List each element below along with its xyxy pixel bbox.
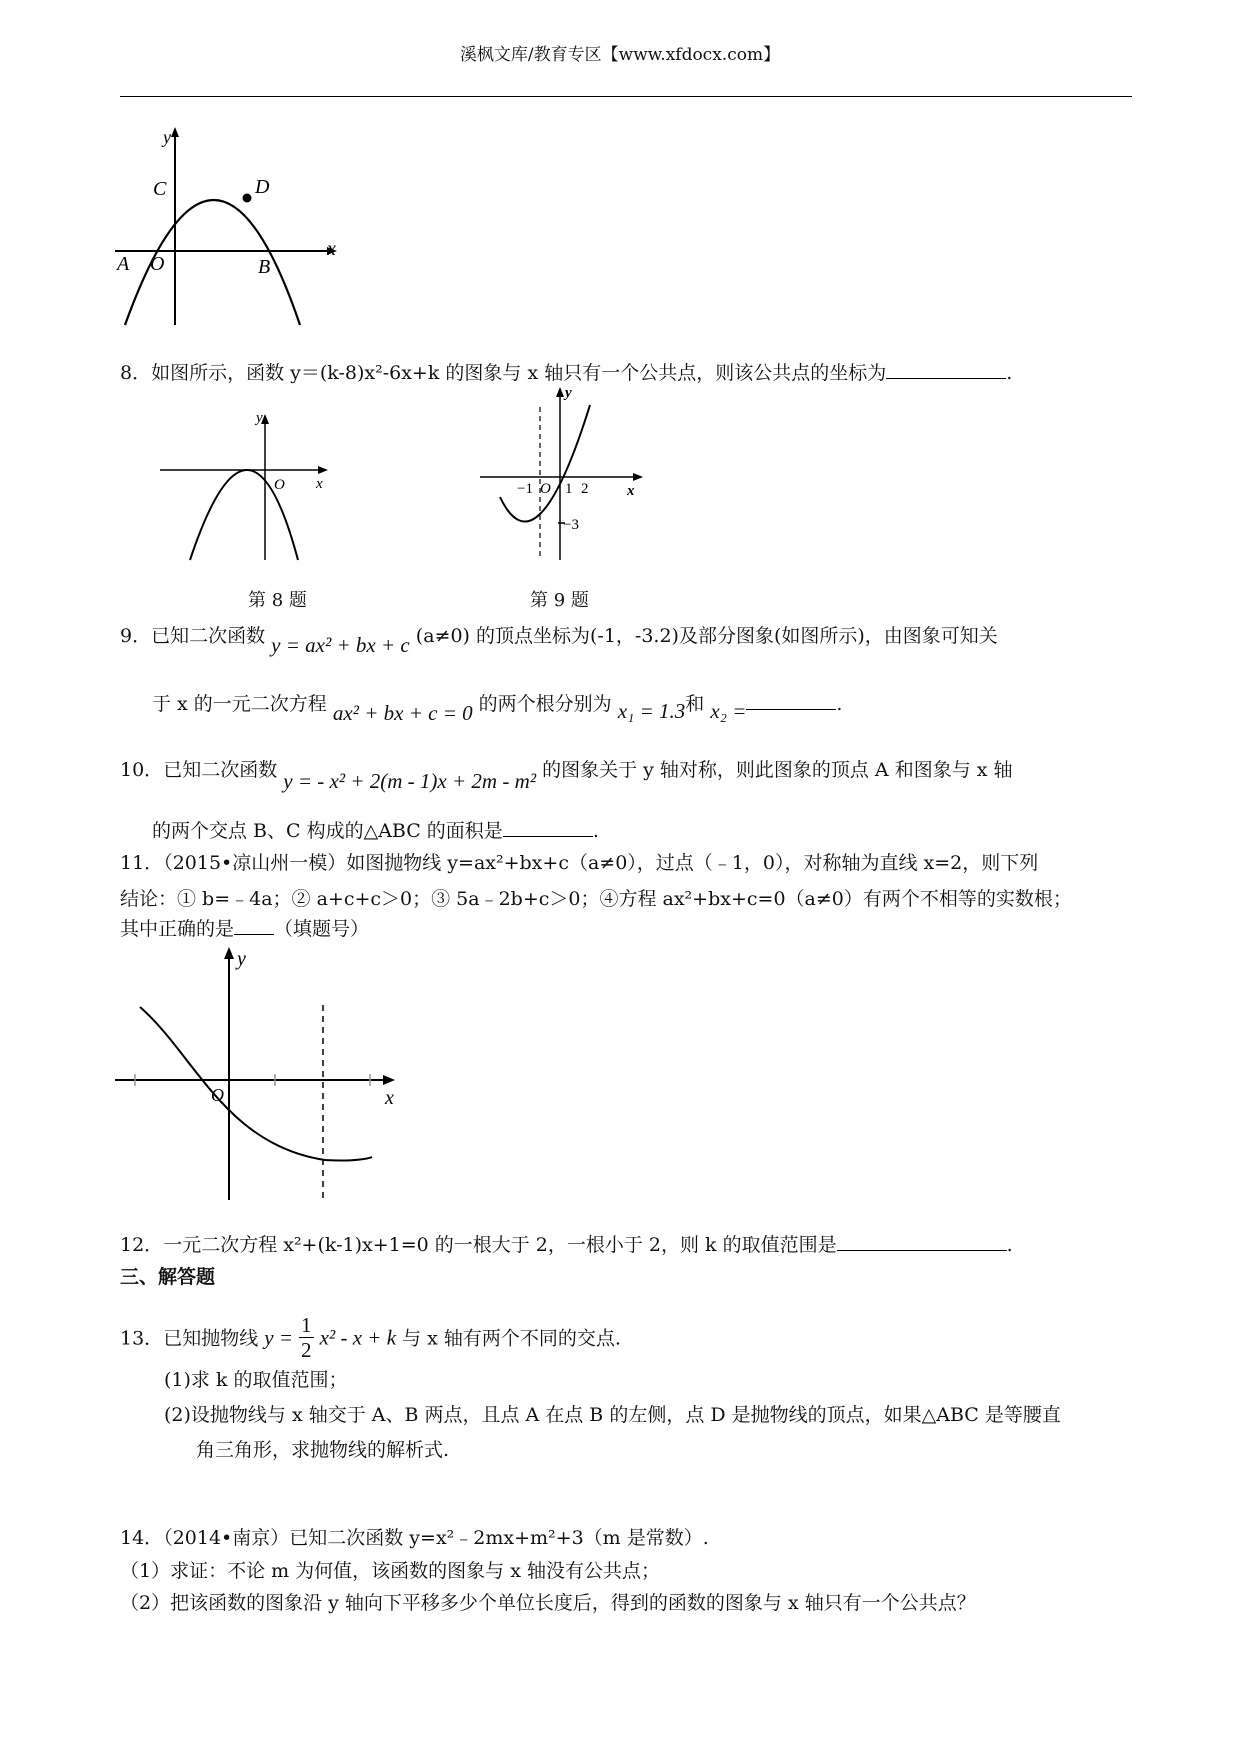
q13-tail: x² - x + k	[319, 1325, 397, 1350]
x-axis-arrow	[633, 473, 643, 481]
q10-text-b: 的图象关于 y 轴对称，则此图象的顶点 A 和图象与 x 轴	[542, 759, 1013, 781]
x-label: x	[385, 1087, 394, 1109]
x-label: x	[316, 476, 323, 492]
y-label: y	[163, 127, 171, 147]
q13-number: 13．	[120, 1327, 164, 1350]
q14-text: （2014•南京）已知二次函数 y=x²﹣2mx+m²+3（m 是常数）.	[163, 1527, 709, 1549]
question-9-line1	[120, 622, 998, 657]
q9-text-c: 于 x 的一元二次方程	[152, 693, 327, 715]
q11-text-a: （2015•凉山州一模）如图抛物线 y=ax²+bx+c（a≠0），过点（﹣1，0），对称轴为直线 x=2，则下列	[163, 852, 1039, 874]
question-10-line1	[120, 756, 1013, 793]
q8-number: 8．	[120, 362, 152, 384]
q10-end: .	[592, 820, 599, 842]
q9-text-b: (a≠0) 的顶点坐标为(-1，-3.2)及部分图象(如图所示)，由图象可知关	[415, 625, 998, 647]
question-11-line2	[120, 886, 1072, 912]
question-14-part2: （2）把该函数的图象沿 y 轴向下平移多少个单位长度后，得到的函数的图象与 x 轴只有一个公共点？	[120, 1592, 976, 1614]
parabola-curve	[140, 1007, 372, 1161]
label-o: O	[150, 253, 165, 275]
q12-answer-blank[interactable]	[837, 1232, 1007, 1251]
parabola-curve	[500, 405, 590, 522]
q13-frac-num: 1	[301, 1313, 312, 1337]
fig9-caption: 第 9 题	[530, 590, 589, 611]
question-14-part1: （1）求证：不论 m 为何值，该函数的图象与 x 轴没有公共点；	[120, 1560, 660, 1582]
question-13-part2-line2: 角三角形，求抛物线的解析式.	[196, 1439, 450, 1461]
q13-text-b: 与 x 轴有两个不同的交点.	[402, 1327, 621, 1350]
q10-text-c: 的两个交点 B、C 构成的△ABC 的面积是	[152, 820, 503, 842]
question-13-part1: (1)求 k 的取值范围；	[164, 1369, 348, 1391]
label-a: A	[117, 253, 130, 275]
q10-number: 10．	[120, 759, 164, 781]
y-axis-arrow	[224, 947, 234, 959]
q10-text-a: 已知二次函数	[163, 759, 278, 781]
label-2: 2	[581, 481, 589, 497]
fig8-caption: 第 8 题	[248, 590, 307, 611]
x-axis-arrow	[318, 466, 328, 474]
q12-number: 12．	[120, 1234, 164, 1256]
point-d	[243, 194, 252, 203]
q11-answer-blank[interactable]	[234, 916, 274, 935]
q11-text-c: 其中正确的是	[120, 918, 235, 940]
question-11-line1	[120, 850, 1038, 876]
o-label: O	[211, 1085, 224, 1105]
page-header: 溪枫文库/教育专区【www.xfdocx.com】	[459, 45, 781, 65]
o-label: O	[540, 481, 551, 497]
y-label: y	[237, 948, 246, 970]
q12-end: .	[1006, 1234, 1013, 1256]
question-14-line1	[120, 1525, 709, 1551]
figure-11	[115, 945, 405, 1205]
q9-number: 9．	[120, 625, 152, 647]
q13-frac-den: 2	[301, 1338, 312, 1362]
q9-root1: x₁ = 1.3	[617, 699, 686, 723]
q9-end: .	[836, 693, 843, 715]
q11-text-d: （填题号）	[274, 918, 370, 940]
question-11-line3	[120, 916, 369, 942]
q10-answer-blank[interactable]	[503, 818, 593, 837]
label-d: D	[255, 176, 270, 198]
label-neg1: −1	[517, 481, 533, 497]
q9-text-d: 的两个根分别为	[478, 693, 612, 715]
x-label: x	[627, 483, 635, 499]
question-12	[120, 1232, 1013, 1258]
y-label: y	[565, 385, 572, 401]
figure-9	[475, 385, 650, 565]
q8-text: 如图所示，函数 y＝(k-8)x²-6x+k 的图象与 x 轴只有一个公共点，则该公共点的坐标为	[151, 362, 887, 384]
y-label: y	[256, 410, 263, 426]
q11-text-b: 结论：① b=﹣4a；② a+c+c＞0；③ 5a﹣2b+c＞0；④方程 ax²+bx+c=0（a≠0）有两个不相等的实数根；	[120, 888, 1072, 910]
q13-y-eq: y =	[264, 1325, 293, 1350]
q11-number: 11．	[120, 852, 164, 874]
question-13-line1	[120, 1315, 621, 1364]
q12-text: 一元二次方程 x²+(k-1)x+1=0 的一根大于 2，一根小于 2，则 k 的取值范围是	[163, 1234, 837, 1256]
q9-formula: y = ax² + bx + c	[271, 633, 410, 657]
q9-answer-blank[interactable]	[746, 691, 836, 710]
question-13-part2-line1: (2)设抛物线与 x 轴交于 A、B 两点，且点 A 在点 B 的左侧，点 D 是抛物线的顶点，如果△ABC 是等腰直	[164, 1404, 1061, 1426]
y-axis-arrow	[556, 387, 564, 397]
label-minus3: −3	[563, 517, 579, 533]
x-label: x	[327, 238, 336, 260]
q10-formula: y = - x² + 2(m - 1)x + 2m - m²	[283, 769, 537, 793]
q13-text-a: 已知抛物线	[163, 1327, 259, 1350]
label-1: 1	[565, 481, 573, 497]
q9-and: 和	[685, 693, 705, 715]
y-axis-arrow	[171, 127, 179, 137]
q14-number: 14．	[120, 1527, 164, 1549]
x-axis-arrow	[383, 1075, 395, 1085]
q8-answer-blank[interactable]	[886, 360, 1006, 379]
figure-top-parabola	[115, 125, 350, 335]
label-c: C	[153, 178, 167, 200]
q9-text-a: 已知二次函数	[151, 625, 266, 647]
q9-root2: x₂ =	[710, 699, 747, 723]
question-8	[120, 360, 1012, 386]
section-3-title: 三、解答题	[120, 1266, 216, 1288]
q8-end: .	[1006, 362, 1013, 384]
question-10-line2	[152, 818, 599, 844]
label-b: B	[258, 256, 271, 278]
figure-8	[160, 410, 360, 565]
o-label: O	[274, 477, 285, 493]
question-9-line2	[152, 690, 843, 725]
q13-fraction	[299, 1313, 314, 1362]
q9-equation: ax² + bx + c = 0	[332, 701, 473, 725]
header-rule	[120, 96, 1132, 97]
